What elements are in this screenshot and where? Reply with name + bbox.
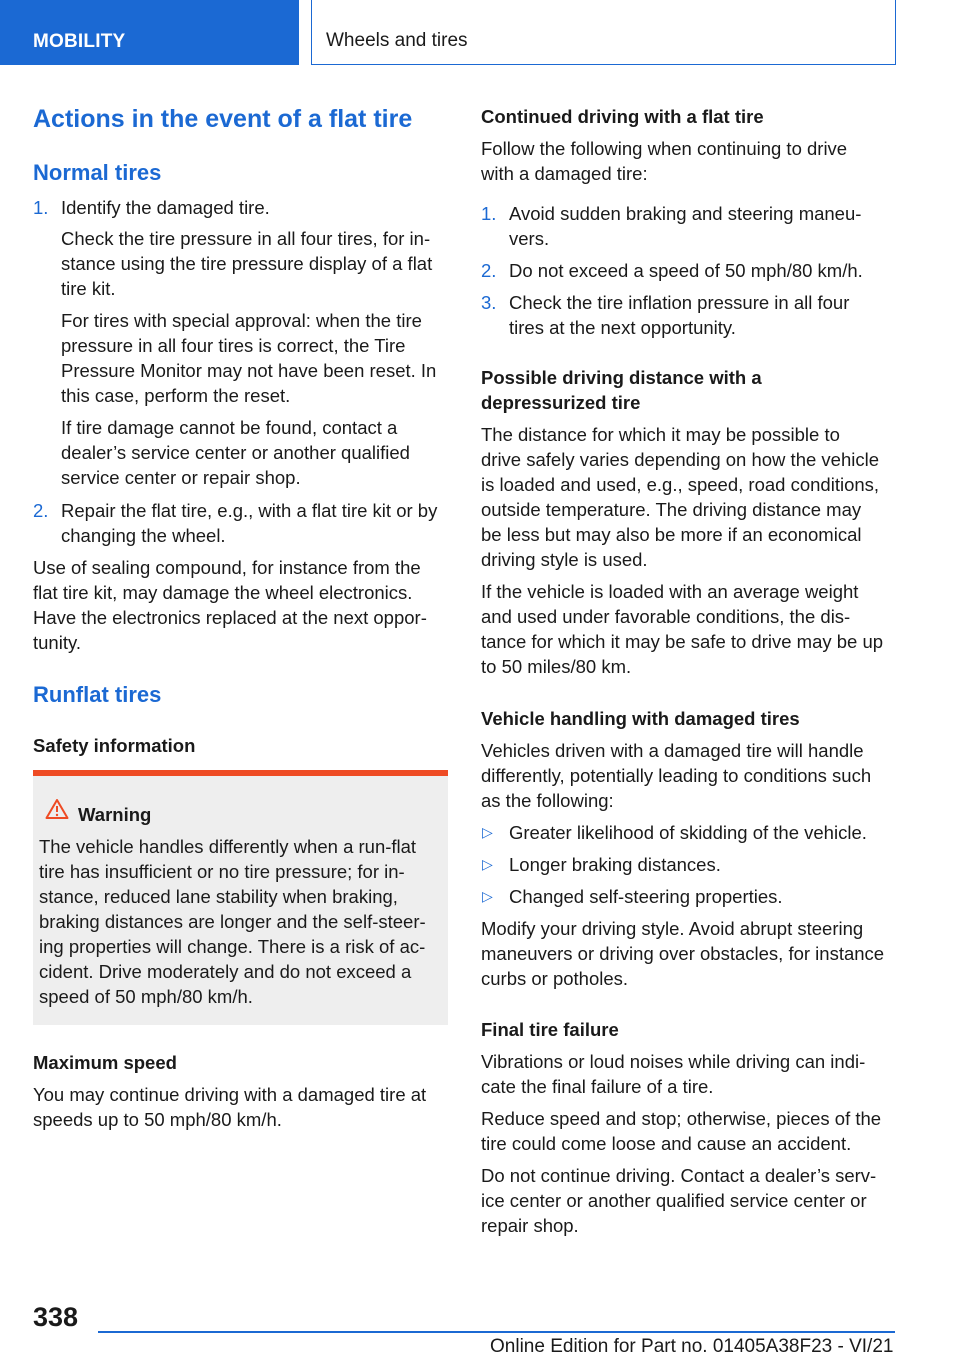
bullet-triangle-icon: ▷	[482, 824, 493, 840]
body-text: be less but may also be more if an economical	[481, 524, 862, 545]
chapter-tab	[311, 0, 896, 65]
warning-text: ing properties will change. There is a risk of ac-	[39, 936, 426, 957]
step-text: Avoid sudden braking and steering maneu-	[509, 203, 862, 224]
body-text: differently, potentially leading to conditions such	[481, 765, 872, 786]
runflat-heading: Runflat tires	[33, 682, 162, 707]
body-text: with a damaged tire:	[481, 163, 648, 184]
final-failure-heading: Final tire failure	[481, 1019, 619, 1040]
step-text: dealer’s service center or another qualified	[61, 442, 410, 463]
body-text: ice center or another qualified service center or	[481, 1190, 867, 1211]
step-text: changing the wheel.	[61, 525, 226, 546]
body-text: Vehicles driven with a damaged tire will handle	[481, 740, 864, 761]
step-text: stance using the tire pressure display of a flat	[61, 253, 433, 274]
body-text: Have the electronics replaced at the next oppor-	[33, 607, 427, 628]
step-number: 1.	[33, 197, 49, 218]
body-text: The distance for which it may be possible to	[481, 424, 840, 445]
list-item: Changed self-steering properties.	[509, 886, 783, 907]
step-text: Check the tire inflation pressure in all four	[509, 292, 850, 313]
page-title: Actions in the event of a flat tire	[33, 105, 413, 133]
step-text: tires at the next opportunity.	[509, 317, 736, 338]
section-label: MOBILITY	[33, 31, 126, 52]
body-text: as the following:	[481, 790, 614, 811]
step-text: Pressure Monitor may not have been reset. In	[61, 360, 437, 381]
body-text: flat tire kit, may damage the wheel electronics.	[33, 582, 413, 603]
body-text: You may continue driving with a damaged tire at	[33, 1084, 427, 1105]
footer-edition: Online Edition for Part no. 01405A38F23 - VI/21	[490, 1336, 894, 1357]
body-text: curbs or potholes.	[481, 968, 629, 989]
chapter-label: Wheels and tires	[326, 30, 468, 51]
body-text: maneuvers or driving over obstacles, for instance	[481, 943, 885, 964]
footer-divider	[98, 1331, 895, 1333]
bullet-triangle-icon: ▷	[482, 888, 493, 904]
warning-box	[33, 770, 448, 1025]
body-text: drive safely varies depending on how the vehicle	[481, 449, 879, 470]
body-text: Use of sealing compound, for instance from the	[33, 557, 421, 578]
step-text: this case, perform the reset.	[61, 385, 291, 406]
max-speed-heading: Maximum speed	[33, 1052, 177, 1073]
warning-text: stance, reduced lane stability when braking,	[39, 886, 398, 907]
bullet-triangle-icon: ▷	[482, 856, 493, 872]
step-text: Identify the damaged tire.	[61, 197, 270, 218]
step-text: service center or repair shop.	[61, 467, 301, 488]
body-text: Modify your driving style. Avoid abrupt steering	[481, 918, 864, 939]
body-text: tance for which it may be safe to drive may be up	[481, 631, 884, 652]
body-text: speeds up to 50 mph/80 km/h.	[33, 1109, 282, 1130]
distance-heading: depressurized tire	[481, 392, 641, 413]
step-text: Repair the flat tire, e.g., with a flat tire kit or by	[61, 500, 438, 521]
warning-text: tire has insufficient or no tire pressure; for in-	[39, 861, 405, 882]
warning-text: braking distances are longer and the self-steer-	[39, 911, 426, 932]
step-number: 3.	[481, 292, 497, 313]
step-number: 1.	[481, 203, 497, 224]
warning-title: Warning	[78, 804, 152, 825]
step-text: vers.	[509, 228, 550, 249]
body-text: Do not continue driving. Contact a dealer’s serv-	[481, 1165, 877, 1186]
list-item: Greater likelihood of skidding of the vehicle.	[509, 822, 867, 843]
step-text: pressure in all four tires is correct, the Tire	[61, 335, 406, 356]
step-text: Check the tire pressure in all four tires, for in-	[61, 228, 431, 249]
normal-tires-heading: Normal tires	[33, 160, 162, 185]
step-text: If tire damage cannot be found, contact a	[61, 417, 398, 438]
body-text: driving style is used.	[481, 549, 648, 570]
step-text: For tires with special approval: when the tire	[61, 310, 422, 331]
body-text: is loaded and used, e.g., speed, road conditions,	[481, 474, 880, 495]
safety-heading: Safety information	[33, 735, 196, 756]
warning-icon	[45, 798, 69, 820]
step-number: 2.	[481, 260, 497, 281]
body-text: If the vehicle is loaded with an average weight	[481, 581, 859, 602]
page-number: 338	[33, 1302, 79, 1332]
warning-text: The vehicle handles differently when a run-flat	[39, 836, 417, 857]
body-text: and used under favorable conditions, the dis-	[481, 606, 851, 627]
body-text: Follow the following when continuing to drive	[481, 138, 848, 159]
list-item: Longer braking distances.	[509, 854, 721, 875]
warning-text: cident. Drive moderately and do not exceed a	[39, 961, 412, 982]
step-text: Do not exceed a speed of 50 mph/80 km/h.	[509, 260, 863, 281]
step-number: 2.	[33, 500, 49, 521]
body-text: Vibrations or loud noises while driving can indi-	[481, 1051, 866, 1072]
body-text: Reduce speed and stop; otherwise, pieces of the	[481, 1108, 882, 1129]
warning-text: speed of 50 mph/80 km/h.	[39, 986, 253, 1007]
step-text: tire kit.	[61, 278, 116, 299]
body-text: repair shop.	[481, 1215, 579, 1236]
section-tab	[0, 0, 299, 65]
body-text: cate the final failure of a tire.	[481, 1076, 714, 1097]
body-text: tunity.	[33, 632, 81, 653]
continued-heading: Continued driving with a flat tire	[481, 106, 764, 127]
handling-heading: Vehicle handling with damaged tires	[481, 708, 800, 729]
body-text: tire could come loose and cause an accident.	[481, 1133, 852, 1154]
distance-heading: Possible driving distance with a	[481, 367, 762, 388]
body-text: outside temperature. The driving distance may	[481, 499, 862, 520]
body-text: to 50 miles/80 km.	[481, 656, 632, 677]
